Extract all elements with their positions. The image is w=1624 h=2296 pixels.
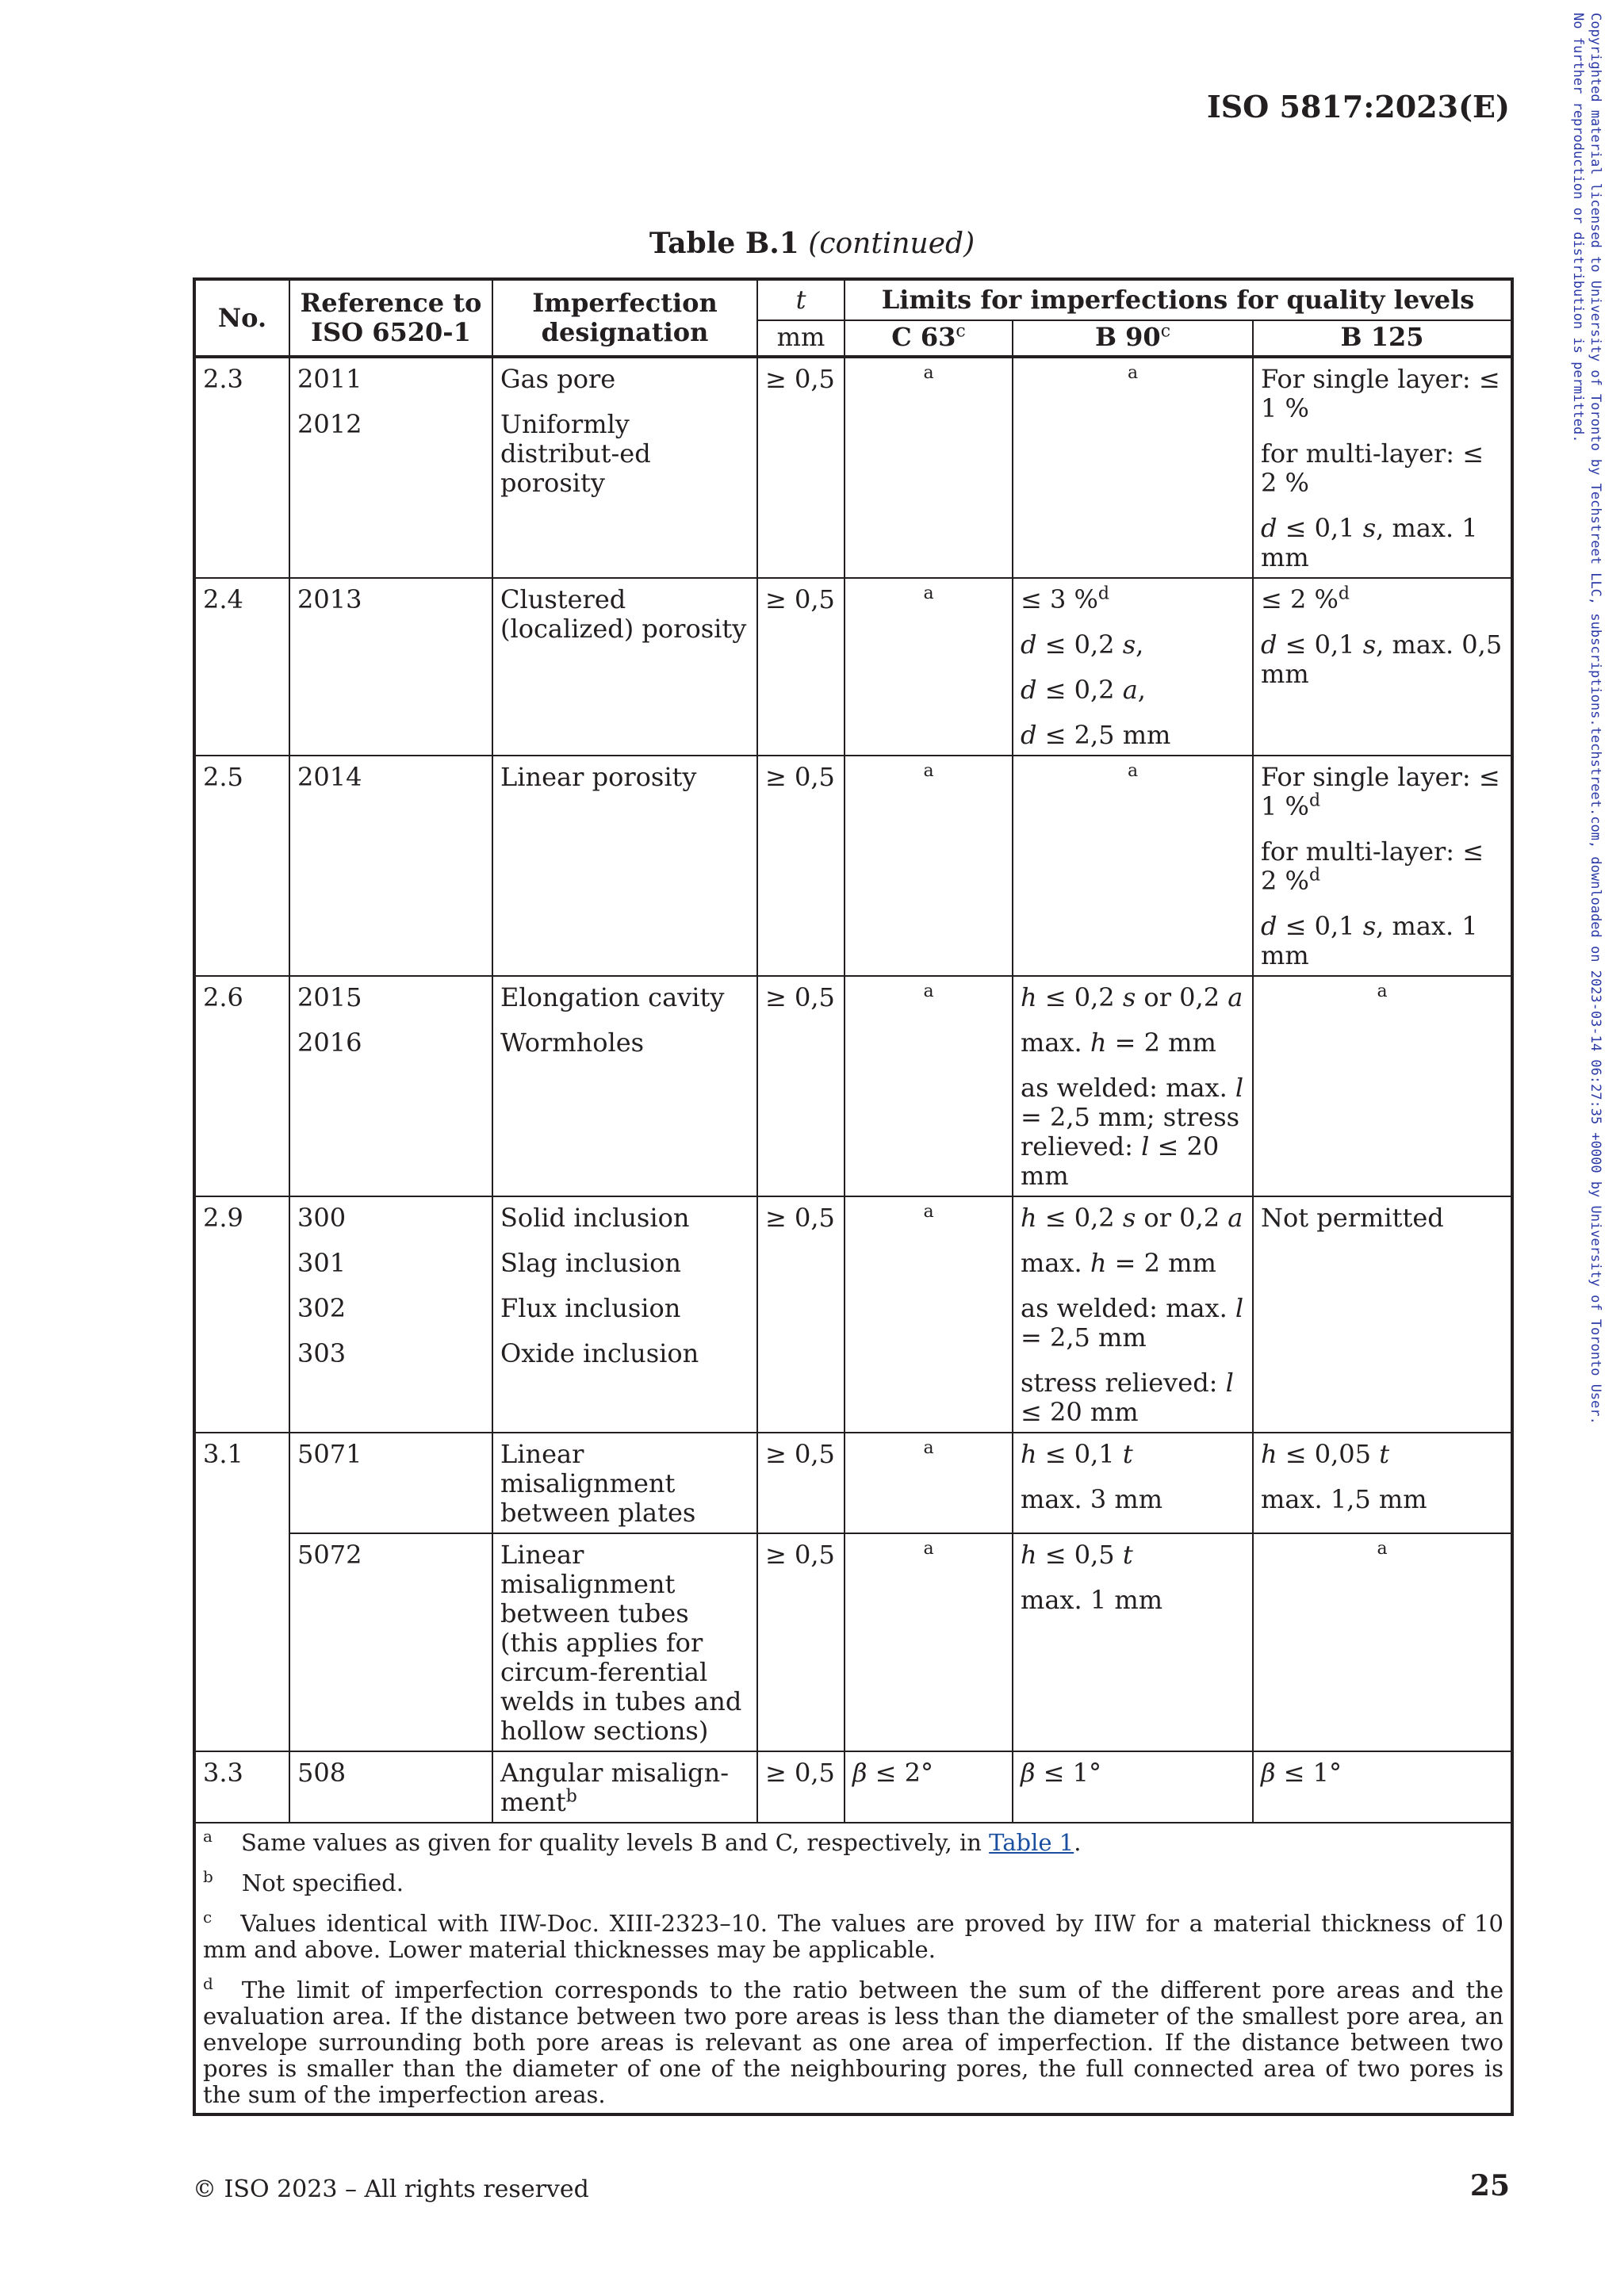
footnote-ref-a: a <box>923 1539 934 1559</box>
limit-text: ≤ 2 %$^d$ <box>1261 584 1350 614</box>
table-footnotes <box>194 1823 1512 2114</box>
table-row <box>194 1751 1512 1823</box>
cell-reference: 5071 <box>289 1433 492 1533</box>
header-no: No. <box>194 279 289 357</box>
cell-thickness: ≥ 0,5 <box>757 756 845 976</box>
limit-text: d ≤ 0,1 s, max. 1 mm <box>1261 513 1478 572</box>
cell-b125 <box>1253 976 1512 1196</box>
table-header <box>194 279 1512 357</box>
header-c63-label: C 63 <box>891 322 956 352</box>
designation-text: Flux inclusion <box>500 1293 681 1323</box>
limit-text: h ≤ 0,05 t <box>1261 1439 1390 1469</box>
reference-value: 303 <box>297 1338 347 1368</box>
reference-value: 302 <box>297 1293 347 1323</box>
limit-text: max. 3 mm <box>1021 1484 1163 1514</box>
side-note-line-2: No further reproduction or distribution is permitted. <box>1570 13 1586 443</box>
cell-thickness: ≥ 0,5 <box>757 1533 845 1751</box>
designation-text: Slag inclusion <box>500 1248 682 1278</box>
cell-no: 2.5 <box>194 756 289 976</box>
designation-text: Gas pore <box>500 364 616 394</box>
designation-text: Uniformly distribut-ed porosity <box>500 409 651 498</box>
table-row <box>194 578 1512 756</box>
imperfections-table <box>193 277 1514 2116</box>
cell-thickness: ≥ 0,5 <box>757 1751 845 1823</box>
cell-b125: β ≤ 1° <box>1253 1751 1512 1823</box>
footnote-c: $^c$ Values identical with IIW-Doc. XIII-2323–10. The values are proved by IIW for a material thickness of 10 mm and above. Lower material thicknesses may be applicable. <box>203 1908 1503 1963</box>
cell-b90 <box>1013 578 1253 756</box>
footnote-ref-a: a <box>1127 761 1139 781</box>
header-designation: Imperfection designation <box>492 279 757 357</box>
limit-text: d ≤ 0,1 s, max. 1 mm <box>1261 911 1478 970</box>
cell-c63 <box>845 976 1013 1196</box>
footnote-ref-a: a <box>1127 363 1139 383</box>
cell-b125 <box>1253 1533 1512 1751</box>
cell-b90 <box>1013 1533 1253 1751</box>
footnote-ref-a: a <box>923 584 934 603</box>
footnote-ref-a: a <box>1377 1539 1388 1559</box>
limit-text: For single layer: ≤ 1 %$^d$ <box>1261 762 1500 821</box>
designation-text: Oxide inclusion <box>500 1338 699 1368</box>
header-reference: Reference to ISO 6520-1 <box>289 279 492 357</box>
page-number: 25 <box>1469 2169 1510 2202</box>
cell-c63 <box>845 1196 1013 1433</box>
cell-thickness: ≥ 0,5 <box>757 1433 845 1533</box>
cell-b125 <box>1253 1433 1512 1533</box>
header-unit <box>757 320 845 357</box>
limit-text: as welded: max. l = 2,5 mm; stress relieved: l ≤ 20 mm <box>1021 1073 1244 1191</box>
table-caption-continued: (continued) <box>808 228 975 260</box>
limit-text: h ≤ 0,2 s or 0,2 a <box>1021 1203 1243 1233</box>
cell-reference: 2013 <box>289 578 492 756</box>
copyright-footer: © ISO 2023 – All rights reserved <box>193 2175 589 2203</box>
cell-designation: Linear porosity <box>492 756 757 976</box>
limit-text: stress relieved: l ≤ 20 mm <box>1021 1368 1234 1427</box>
table-caption-title: Table B.1 <box>649 227 799 260</box>
table-row <box>194 1433 1512 1533</box>
limit-text: max. h = 2 mm <box>1021 1027 1216 1058</box>
header-c63 <box>845 320 1013 357</box>
limit-text: d ≤ 0,1 s, max. 0,5 mm <box>1261 629 1503 689</box>
limit-text: max. h = 2 mm <box>1021 1248 1216 1278</box>
cell-b125 <box>1253 756 1512 976</box>
limit-text: max. 1 mm <box>1021 1585 1163 1615</box>
cell-c63 <box>845 756 1013 976</box>
cell-b125 <box>1253 578 1512 756</box>
cell-reference: 2014 <box>289 756 492 976</box>
cell-no: 3.3 <box>194 1751 289 1823</box>
footnote-ref-a: a <box>923 363 934 383</box>
limit-text: ≤ 3 %$^d$ <box>1021 584 1110 614</box>
limit-text: For single layer: ≤ 1 % <box>1261 364 1500 423</box>
cell-designation: Angular misalign-ment$^b$ <box>492 1751 757 1823</box>
cell-reference: 5072 <box>289 1533 492 1751</box>
limit-text: d ≤ 0,2 s, <box>1021 629 1144 660</box>
cell-designation: Clustered (localized) porosity <box>492 578 757 756</box>
header-limits: Limits for imperfections for quality levels <box>845 279 1512 320</box>
cell-no: 2.4 <box>194 578 289 756</box>
cell-designation <box>492 976 757 1196</box>
cell-c63 <box>845 1433 1013 1533</box>
limit-text: h ≤ 0,2 s or 0,2 a <box>1021 982 1243 1012</box>
table-row <box>194 357 1512 578</box>
table-row <box>194 1533 1512 1751</box>
cell-c63: β ≤ 2° <box>845 1751 1013 1823</box>
cell-c63 <box>845 1533 1013 1751</box>
cell-b90 <box>1013 1433 1253 1533</box>
limit-text: d ≤ 0,2 a, <box>1021 675 1146 705</box>
cell-thickness: ≥ 0,5 <box>757 1196 845 1433</box>
designation-text: Elongation cavity <box>500 982 725 1012</box>
cell-c63 <box>845 357 1013 578</box>
cell-reference: 508 <box>289 1751 492 1823</box>
limit-text: h ≤ 0,1 t <box>1021 1439 1133 1469</box>
footnote-ref-a: a <box>1377 982 1388 1001</box>
cell-b125: Not permitted <box>1253 1196 1512 1433</box>
cell-designation <box>492 1196 757 1433</box>
header-c63-footnote: c <box>956 321 966 342</box>
cell-thickness: ≥ 0,5 <box>757 357 845 578</box>
cell-reference <box>289 357 492 578</box>
designation-text: Wormholes <box>500 1027 645 1058</box>
header-thickness <box>757 279 845 320</box>
footnote-b: $^b$ Not specified. <box>203 1867 404 1896</box>
document-id: ISO 5817:2023(E) <box>1206 89 1510 124</box>
header-unit-text: mm <box>776 322 825 352</box>
cell-b125 <box>1253 357 1512 578</box>
header-b90-label: B 90 <box>1094 322 1161 352</box>
cell-designation: Linear misalignment between tubes (this applies for circum-ferential welds in tubes and hollow sections) <box>492 1533 757 1751</box>
designation-text: Solid inclusion <box>500 1203 690 1233</box>
header-t-symbol: t <box>795 285 806 315</box>
table-caption <box>0 227 1624 260</box>
table-row <box>194 976 1512 1196</box>
header-b125: B 125 <box>1253 320 1512 357</box>
table-row <box>194 756 1512 976</box>
reference-value: 2012 <box>297 409 362 439</box>
cell-no: 2.9 <box>194 1196 289 1433</box>
header-b90-footnote: c <box>1160 321 1171 342</box>
cell-designation <box>492 357 757 578</box>
cell-b90 <box>1013 1196 1253 1433</box>
footnote-ref-a: a <box>923 982 934 1001</box>
limit-text: d ≤ 2,5 mm <box>1021 720 1171 750</box>
footnote-a: $^a$ Same values as given for quality levels B and C, respectively, in Table 1. <box>203 1827 1082 1856</box>
footnote-ref-b: b <box>565 1786 577 1807</box>
footnote-ref-a: a <box>923 1202 934 1222</box>
reference-value: 2011 <box>297 364 362 394</box>
limit-text: max. 1,5 mm <box>1261 1484 1427 1514</box>
cell-reference <box>289 976 492 1196</box>
reference-value: 2015 <box>297 982 362 1012</box>
cell-b90 <box>1013 976 1253 1196</box>
footnote-ref-a: a <box>923 1438 934 1458</box>
limit-text: as welded: max. l = 2,5 mm <box>1021 1293 1244 1353</box>
table-row <box>194 1196 1512 1433</box>
header-b90 <box>1013 320 1253 357</box>
cell-b90 <box>1013 756 1253 976</box>
footnote-ref-a: a <box>923 761 934 781</box>
cell-no: 3.1 <box>194 1433 289 1751</box>
cell-thickness: ≥ 0,5 <box>757 976 845 1196</box>
cell-no: 2.3 <box>194 357 289 578</box>
reference-value: 301 <box>297 1248 347 1278</box>
cell-reference <box>289 1196 492 1433</box>
cell-c63 <box>845 578 1013 756</box>
limit-text: for multi-layer: ≤ 2 %$^d$ <box>1261 836 1484 896</box>
cell-designation: Linear misalignment between plates <box>492 1433 757 1533</box>
limit-text: h ≤ 0,5 t <box>1021 1540 1133 1570</box>
reference-value: 300 <box>297 1203 347 1233</box>
footnote-d: $^d$ The limit of imperfection corresponds to the ratio between the sum of the different pore areas and the evaluation area. If the distance between two pore areas is less than the diameter of the smallest pore area, an envelope surrounding both pore areas is relevant as one area of imperfection. If the distance between two pores is smaller than the diameter of one of the neighbouring pores, the full connected area of two pores is the sum of the imperfection areas. <box>203 1974 1503 2108</box>
cell-b90: β ≤ 1° <box>1013 1751 1253 1823</box>
cell-no: 2.6 <box>194 976 289 1196</box>
cell-b90 <box>1013 357 1253 578</box>
side-note-line-1: Copyrighted material licensed to University of Toronto by Techstreet LLC, subscriptions.techstreet.com, downloaded on 2023-03-14 06:27:35 +0000 by University of Toronto User. <box>1588 13 1603 1425</box>
table-1-link[interactable]: Table 1 <box>989 1829 1074 1856</box>
reference-value: 2016 <box>297 1027 362 1058</box>
limit-text: for multi-layer: ≤ 2 % <box>1261 438 1484 498</box>
cell-thickness: ≥ 0,5 <box>757 578 845 756</box>
footnotes-cell <box>194 1823 1512 2114</box>
